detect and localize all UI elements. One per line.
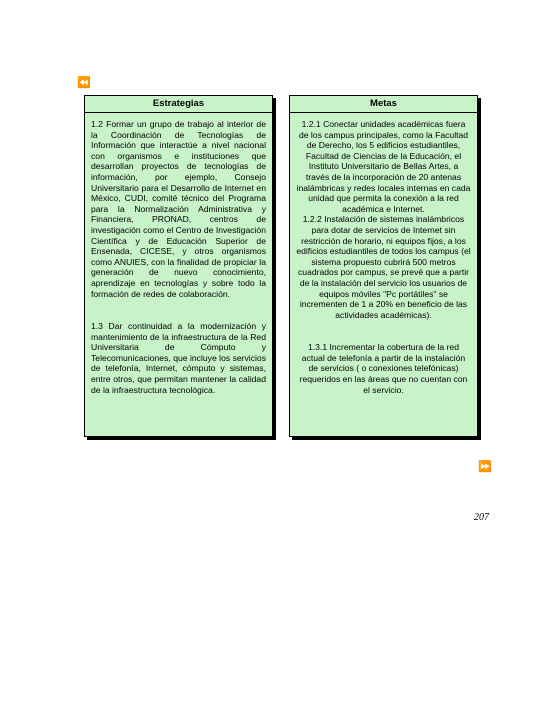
strategy-paragraph: 1.3 Dar continuidad a la modernización y mantenimiento de la infraestructura de la Red Universitaria de Cómputo y Telecomunicaciones, que incluye los servicios de telefonía, Internet, cómputo y sistemas, entre otros, que permitan mantener la calidad de la infraestructura tecnológica. <box>91 321 266 395</box>
strategy-paragraph: 1.2 Formar un grupo de trabajo al interior de la Coordinación de Tecnologías de Información que interactúe a nivel nacional con organismos e instituciones que desarrollan proyectos de tecnologías de información, por ejemplo, Consejo Universitario para el Desarrollo de Internet en México, CUDI, comité técnico del Programa para la Normalización Administrativa y Financiera, PRONAD, centros de investigación como el Centro de Investigación Científica y de Educación Superior de Ensenada, CICESE, y otros organismos como ANUIES, con la finalidad de propiciar la generación de nuevo conocimiento, aprendizaje en tecnologías y sobre todo la formación de redes de colaboración. <box>91 119 266 299</box>
next-page-icon[interactable]: ⏩ <box>478 460 492 473</box>
page-number: 207 <box>474 512 489 523</box>
goals-column <box>289 95 478 437</box>
goals-header: Metas <box>290 96 477 113</box>
goal-paragraph: 1.2.2 Instalación de sistemas inalámbricos para dotar de servicios de Internet sin restricción de horario, ni equipos fijos, a los edificios estudiantiles de todos los campus (el sistema propuesto cubrirá 500 metros cuadrados por campus, se prevé que a partir de la instalación del servicio los usuarios de equipos móviles "Pc portátiles" se incrementen de 1 a 20% en beneficio de las actividades académicas). <box>296 214 471 320</box>
goals-body <box>290 113 477 395</box>
goal-paragraph: 1.3.1 Incrementar la cobertura de la red actual de telefonía a partir de la instalación de servicios ( o conexiones telefónicas) requeridos en las áreas que no cuentan con el servicio. <box>299 342 468 395</box>
strategies-header: Estrategias <box>85 96 272 113</box>
previous-page-icon[interactable]: ⏪ <box>77 76 91 89</box>
goal-paragraph: 1.2.1 Conectar unidades académicas fuera de los campus principales, como la Facultad de Derecho, los 5 edificios estudiantiles, Facultad de Ciencias de la Educación, el Instituto Universitario de Bellas Artes, a través de la incorporación de 20 antenas inalámbricas y redes locales internas en cada unidad que permita la conexión a la red académica e Internet. <box>296 119 471 214</box>
strategies-body <box>85 113 272 395</box>
strategies-column <box>84 95 273 437</box>
